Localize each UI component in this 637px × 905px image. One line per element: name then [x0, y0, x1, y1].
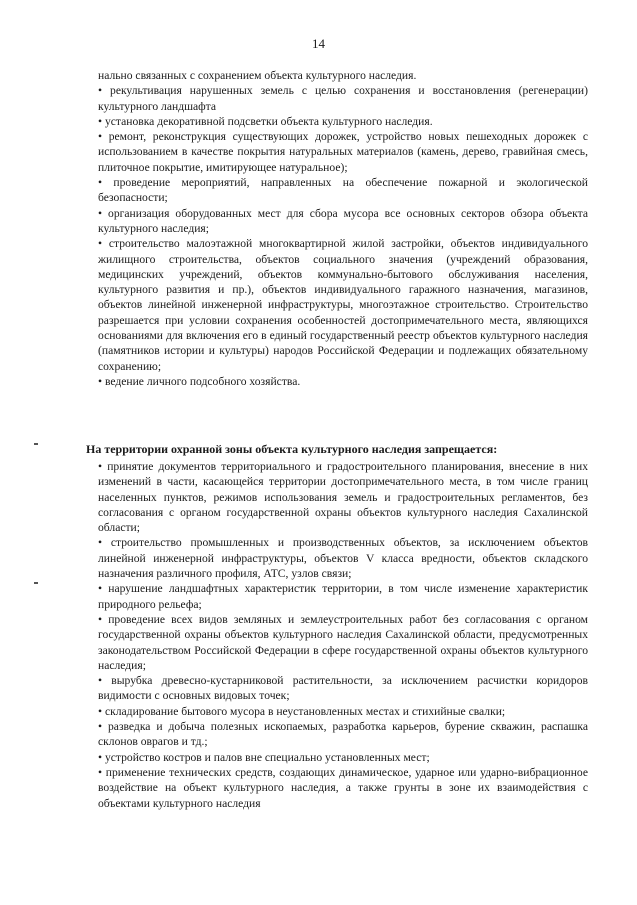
list-item: • ремонт, реконструкция существующих дорожек, устройство новых пешеходных дорожек с использованием в качестве покрытия натуральных материалов (камень, дерево, гравийная смесь, плиточное покрытие, имитирующее натуральное);	[98, 130, 588, 174]
list-item: • установка декоративной подсветки объекта культурного наследия.	[98, 114, 433, 128]
list-item: • рекультивация нарушенных земель с целью сохранения и восстановления (регенерации) культурного ландшафта	[98, 84, 588, 113]
list-item: • проведение мероприятий, направленных на обеспечение пожарной и экологической безопасности;	[98, 176, 588, 205]
list-item: • устройство костров и палов вне специально установленных мест;	[98, 750, 430, 764]
permitted-activities-list	[98, 68, 588, 389]
list-item: нально связанных с сохранением объекта культурного наследия.	[98, 69, 417, 82]
list-item: • строительство промышленных и производственных объектов, за исключением объектов линейной инженерной инфраструктуры, объектов V класса вредности, объектов складского назначения различного профиля, АТС, узлов связи;	[98, 536, 588, 581]
section-heading: На территории охранной зоны объекта культурного наследия запрещается:	[86, 442, 498, 456]
list-item: • разведка и добыча полезных ископаемых, разработка карьеров, бурение скважин, распашка склонов оврагов и тд.;	[98, 720, 588, 749]
list-item: • ведение личного подсобного хозяйства.	[98, 374, 301, 388]
prohibited-activities-list	[98, 459, 588, 811]
list-item: • организация оборудованных мест для сбора мусора все основных секторов обзора объекта культурного наследия;	[98, 206, 588, 235]
list-item: • принятие документов территориального и градостроительного планирования, внесение в них изменений в части, касающейся территории достопримечательного места, в том числе границ населенных пунктов, режимов использования земель и градостроительных регламентов, без согласования с органом государственной охраны объектов культурного наследия Сахалинской области;	[98, 460, 588, 535]
list-item: • проведение всех видов земляных и землеустроительных работ без согласования с органом государственной охраны объектов культурного наследия Сахалинской области, предусмотренных законодательством Российской Федерации в сфере государственной охраны объектов культурного наследия;	[98, 612, 588, 672]
page-number: 14	[312, 36, 325, 51]
list-item: • строительство малоэтажной многоквартирной жилой застройки, объектов индивидуального жилищного строительства, объектов социального значения (учреждений образования, медицинских учреждений, объектов коммунально-бытового обслуживания населения, культурного развития и пр.), объектов индивидуального гаражного назначения, магазинов, объектов линейной инженерной инфраструктуры, многоэтажное строительство. Строительство разрешается при условии сохранения особенностей достопримечательного места, являющихся основаниями для включения его в единый государственный реестр объектов культурного наследия (памятников истории и культуры) народов Российской Федерации и подлежащих обязательному сохранению;	[98, 237, 588, 373]
list-item: • применение технических средств, создающих динамическое, ударное или ударно-вибрационное воздействие на объект культурного наследия, а также грунты в зоне их взаимодействия с объектами культурного наследия	[98, 765, 588, 810]
list-item: • вырубка древесно-кустарниковой растительности, за исключением расчистки коридоров видимости с основных видовых точек;	[98, 674, 588, 703]
list-item: • складирование бытового мусора в неустановленных местах и стихийные свалки;	[98, 704, 506, 718]
list-item: • нарушение ландшафтных характеристик территории, в том числе изменение характеристик природного рельефа;	[98, 582, 588, 611]
scan-mark	[34, 582, 38, 584]
scan-mark	[34, 443, 38, 445]
